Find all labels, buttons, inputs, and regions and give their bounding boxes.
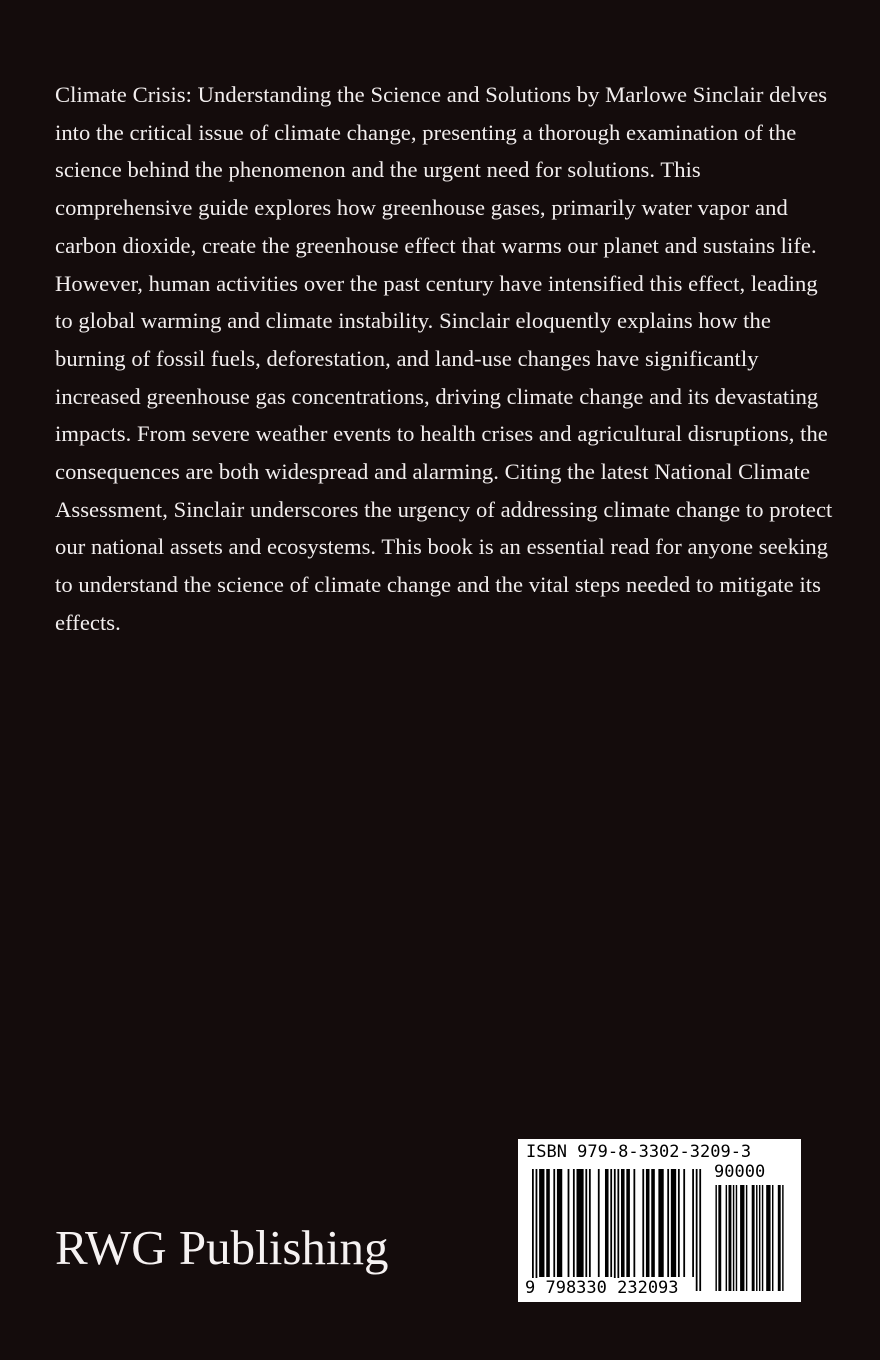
addon-bar: [752, 1185, 755, 1291]
barcode-bar: [614, 1169, 616, 1291]
barcode-bar: [585, 1169, 587, 1277]
barcode-bar: [678, 1169, 680, 1277]
barcode-bar: [642, 1169, 644, 1277]
barcode-bar: [699, 1169, 701, 1291]
barcode-bar: [658, 1169, 663, 1277]
barcode-bar: [610, 1169, 612, 1277]
barcode-bar: [539, 1169, 544, 1277]
barcode-bar: [683, 1169, 685, 1277]
barcode-bar: [573, 1169, 575, 1277]
barcode-bar: [696, 1169, 698, 1291]
addon-bar: [726, 1185, 727, 1291]
addon-bar: [778, 1185, 781, 1291]
barcode-bar: [671, 1169, 676, 1277]
barcode-bar: [626, 1169, 630, 1277]
price-code-digits: 90000: [714, 1162, 766, 1182]
addon-bar: [746, 1185, 747, 1291]
book-description: Climate Crisis: Understanding the Science and Solutions by Marlowe Sinclair delves into the critical issue of climate change, presenting a thorough examination of the science behind the phenomenon and the urgent need for solutions. This comprehensive guide explores how greenhouse gases, primarily water vapor and carbon dioxide, create the greenhouse effect that warms our planet and sustains life. However, human activities over the past century have intensified this effect, leading to global warming and climate instability. Sinclair eloquently explains how the burning of fossil fuels, deforestation, and land-use changes have significantly increased greenhouse gas concentrations, driving climate change and its devastating impacts. From severe weather events to health crises and agricultural disruptions, the consequences are both widespread and alarming. Citing the latest National Climate Assessment, Sinclair underscores the urgency of addressing climate change to protect our national assets and ecosystems. This book is an essential read for anyone seeking to understand the science of climate change and the vital steps needed to mitigate its effects.: [55, 82, 833, 635]
addon-bar: [756, 1185, 757, 1291]
addon-bar: [733, 1185, 734, 1291]
addon-bar: [718, 1185, 721, 1291]
ean-digits: 9 798330 232093: [525, 1278, 679, 1298]
barcode-bar: [536, 1169, 538, 1291]
barcode-bar: [667, 1169, 669, 1277]
barcode-bar: [598, 1169, 600, 1277]
addon-bar: [772, 1185, 773, 1291]
barcode-bar: [692, 1169, 694, 1277]
addon-bar: [715, 1185, 716, 1291]
barcode-bar: [546, 1169, 550, 1277]
addon-bar: [762, 1185, 763, 1291]
isbn-barcode: [518, 1139, 801, 1302]
addon-bar: [759, 1185, 760, 1291]
addon-bar: [729, 1185, 732, 1291]
barcode-bar: [532, 1169, 534, 1291]
barcode-bar: [589, 1169, 591, 1277]
publisher-name: RWG Publishing: [55, 1220, 389, 1275]
addon-bar: [766, 1185, 770, 1291]
addon-bar: [782, 1185, 783, 1291]
addon-bar: [736, 1185, 737, 1291]
barcode-bar: [651, 1169, 655, 1277]
barcode-bar: [553, 1169, 555, 1277]
barcode-bar: [557, 1169, 562, 1277]
barcode-bar: [633, 1169, 635, 1277]
barcode-bar: [577, 1169, 584, 1277]
barcode-bar: [568, 1169, 570, 1277]
addon-bar: [740, 1185, 744, 1291]
barcode-bar: [617, 1169, 619, 1291]
barcode-bar: [646, 1169, 650, 1277]
barcode-bar: [621, 1169, 625, 1277]
barcode-bar: [605, 1169, 609, 1277]
isbn-label: ISBN 979-8-3302-3209-3: [526, 1142, 752, 1162]
